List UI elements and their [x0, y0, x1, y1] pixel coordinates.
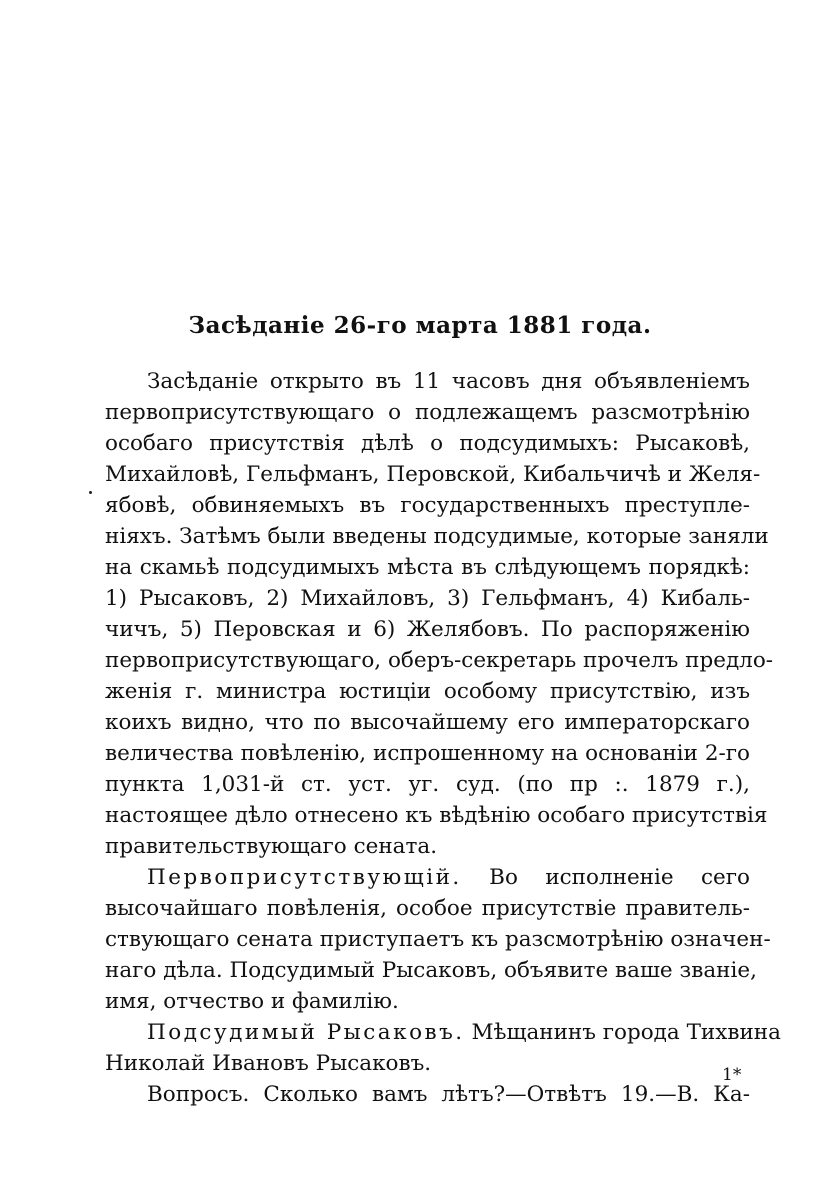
ink-speck — [89, 491, 92, 494]
speaker-name: Первоприсутствующій. — [147, 865, 462, 890]
text-line: высочайшаго повѣленія, особое присутствіе правитель- — [105, 896, 750, 921]
text-line: коихъ видно, что по высочайшему его императорскаго — [105, 710, 750, 735]
text-line: чичъ, 5) Перовская и 6) Желябовъ. По распоряженію — [105, 617, 750, 642]
text-line: Засѣданіе открыто въ 11 часовъ дня объявленіемъ — [147, 369, 750, 394]
text-line: пункта 1,031-й ст. уст. уг. суд. (по пр :. 1879 г.), — [105, 772, 750, 797]
text-line: на скамьѣ подсудимыхъ мѣста въ слѣдующемъ порядкѣ: — [105, 555, 750, 580]
text-line: ніяхъ. Затѣмъ были введены подсудимые, которые заняли — [105, 524, 769, 549]
text-line: Первоприсутствующій. Во исполненіе сего — [147, 865, 750, 890]
text-line: настоящее дѣло отнесено къ вѣдѣнію особаго присутствія — [105, 803, 768, 828]
text-line: Подсудимый Рысаковъ. Мѣщанинъ города Тихвина — [147, 1020, 781, 1045]
text-line: имя, отчество и фамилію. — [105, 989, 399, 1014]
text-line: 1) Рысаковъ, 2) Михайловъ, 3) Гельфманъ, 4) Кибаль- — [105, 586, 750, 611]
speaker-name: Подсудимый Рысаковъ. — [147, 1020, 465, 1045]
text-line: ствующаго сената приступаетъ къ разсмотрѣнію означен- — [105, 927, 771, 952]
text-line: наго дѣла. Подсудимый Рысаковъ, объявите ваше званіе, — [105, 958, 757, 983]
text-line: ябовѣ, обвиняемыхъ въ государственныхъ преступле- — [105, 493, 750, 518]
text-line: правительствующаго сената. — [105, 834, 438, 859]
text-line: Михайловѣ, Гельфманъ, Перовской, Кибальчичѣ и Желя- — [105, 462, 761, 487]
text-line: Николай Ивановъ Рысаковъ. — [105, 1051, 432, 1076]
text-line: Вопросъ. Сколько вамъ лѣтъ?—Отвѣтъ 19.—В. Ка- — [147, 1082, 750, 1107]
session-heading: Засѣданіе 26-го марта 1881 года. — [188, 312, 652, 339]
text-line: особаго присутствія дѣлѣ о подсудимыхъ: Рысаковѣ, — [105, 431, 750, 456]
text-line: женія г. министра юстиціи особому присутствію, изъ — [105, 679, 750, 704]
text-line: первоприсутствующаго, оберъ-секретарь прочелъ предло- — [105, 648, 774, 673]
text-line: первоприсутствующаго о подлежащемъ разсмотрѣнію — [105, 400, 750, 425]
text-line: величества повѣленію, испрошенному на основаніи 2-го — [105, 741, 750, 766]
page-number: 1* — [722, 1065, 742, 1085]
